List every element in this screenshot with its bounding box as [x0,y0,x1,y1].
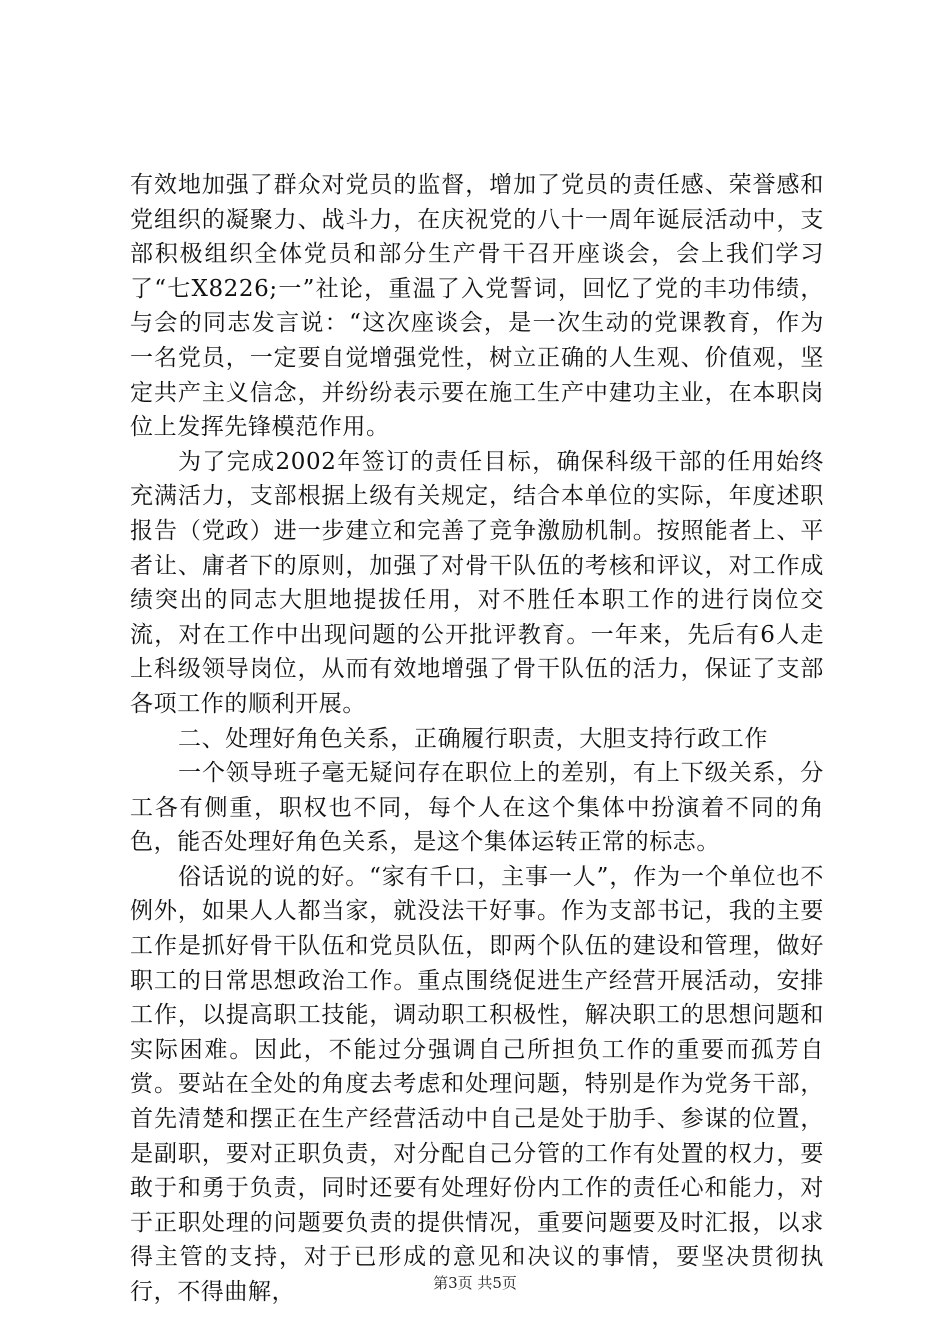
paragraph-4: 俗话说的说的好。“家有千口，主事一人”，作为一个单位也不例外，如果人人都当家，就没法干好事。作为支部书记，我的主要工作是抓好骨干队伍和党员队伍，即两个队伍的建设和管理，做好职工的日常思想政治工作。重点围绕促进生产经营开展活动，安排工作，以提高职工技能，调动职工积极性，解决职工的思想问题和实际困难。因此，不能过分强调自己所担负工作的重要而孤芳自赏。要站在全处的角度去考虑和处理问题，特别是作为党务干部，首先清楚和摆正在生产经营活动中自己是处于肋手、参谋的位置，是副职，要对正职负责，对分配自己分管的工作有处置的权力，要敢于和勇于负责，同时还要有处理好份内工作的责任心和能力，对于正职处理的问题要负责的提供情况，重要问题要及时汇报，以求得主管的支持，对于已形成的意见和决议的事情，要坚决贯彻执行，不得曲解， [130,863,824,1305]
document-body [130,168,824,1310]
paragraph-1: 有效地加强了群众对党员的监督，增加了党员的责任感、荣誉感和党组织的凝聚力、战斗力，在庆祝党的八十一周年诞辰活动中，支部积极组织全体党员和部分生产骨干召开座谈会，会上我们学习了“七X8226;一”社论，重温了入党誓词，回忆了党的丰功伟绩，与会的同志发言说：“这次座谈会，是一次生动的党课教育，作为一名党员，一定要自觉增强党性，树立正确的人生观、价值观，坚定共产主义信念，并纷纷表示要在施工生产中建功主业，在本职岗位上发挥先锋模范作用。 [130,172,824,441]
page-footer: 第3页 共5页 [433,1274,517,1292]
paragraph-2: 为了完成2002年签订的责任目标，确保科级干部的任用始终充满活力，支部根据上级有关规定，结合本单位的实际，年度述职报告（党政）进一步建立和完善了竞争激励机制。按照能者上、平者让、庸者下的原则，加强了对骨干队伍的考核和评议，对工作成绩突出的同志大胆地提拔任用，对不胜任本职工作的进行岗位交流，对在工作中出现问题的公开批评教育。一年来，先后有6人走上科级领导岗位，从而有效地增强了骨干队伍的活力，保证了支部各项工作的顺利开展。 [130,448,824,717]
section-heading: 二、处理好角色关系，正确履行职责，大胆支持行政工作 [178,725,768,752]
paragraph-3: 一个领导班子毫无疑问存在职位上的差别，有上下级关系，分工各有侧重，职权也不同，每个人在这个集体中扮演着不同的角色，能否处理好角色关系，是这个集体运转正常的标志。 [130,760,824,856]
